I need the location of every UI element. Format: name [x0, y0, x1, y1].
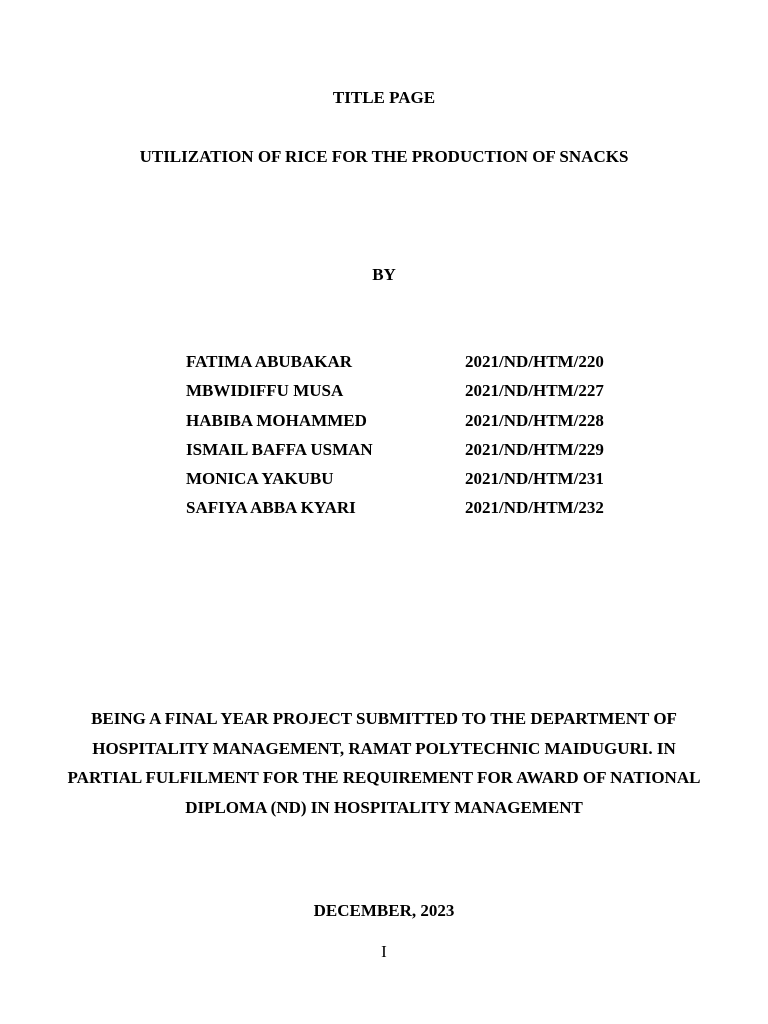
- page-heading: TITLE PAGE: [332, 88, 436, 107]
- author-matric-number: 2021/ND/HTM/229: [465, 439, 604, 459]
- author-row: [186, 440, 646, 469]
- submission-statement: BEING A FINAL YEAR PROJECT SUBMITTED TO THE DEPARTMENT OF HOSPITALITY MANAGEMENT, RAMAT POLYTECHNIC MAIDUGURI. IN PARTIAL FULFILMENT FOR THE REQUIREMENT FOR AWARD OF NATIONAL DIPLOMA (ND) IN HOSPITALITY MANAGEMENT: [67, 709, 701, 817]
- author-matric-number: 2021/ND/HTM/231: [465, 469, 604, 489]
- author-matric-number: 2021/ND/HTM/232: [465, 498, 604, 518]
- author-matric-number: 2021/ND/HTM/220: [465, 352, 604, 371]
- author-row: [186, 381, 646, 410]
- author-name: ISMAIL BAFFA USMAN: [186, 439, 373, 459]
- author-matric-number: 2021/ND/HTM/227: [465, 381, 604, 401]
- author-name: MONICA YAKUBU: [186, 469, 334, 489]
- author-name: HABIBA MOHAMMED: [186, 410, 367, 430]
- page-number: I: [381, 942, 387, 961]
- project-title: UTILIZATION OF RICE FOR THE PRODUCTION OF SNACKS: [139, 147, 629, 166]
- author-name: SAFIYA ABBA KYARI: [186, 498, 356, 518]
- submission-date: DECEMBER, 2023: [313, 901, 455, 920]
- author-row: [186, 498, 646, 527]
- author-name: MBWIDIFFU MUSA: [186, 381, 344, 401]
- author-row: [186, 469, 646, 498]
- author-list: [186, 352, 646, 528]
- author-row: [186, 411, 646, 440]
- author-row: [186, 352, 646, 381]
- author-matric-number: 2021/ND/HTM/228: [465, 410, 604, 430]
- author-name: FATIMA ABUBAKAR: [186, 352, 353, 371]
- by-label: BY: [372, 265, 396, 284]
